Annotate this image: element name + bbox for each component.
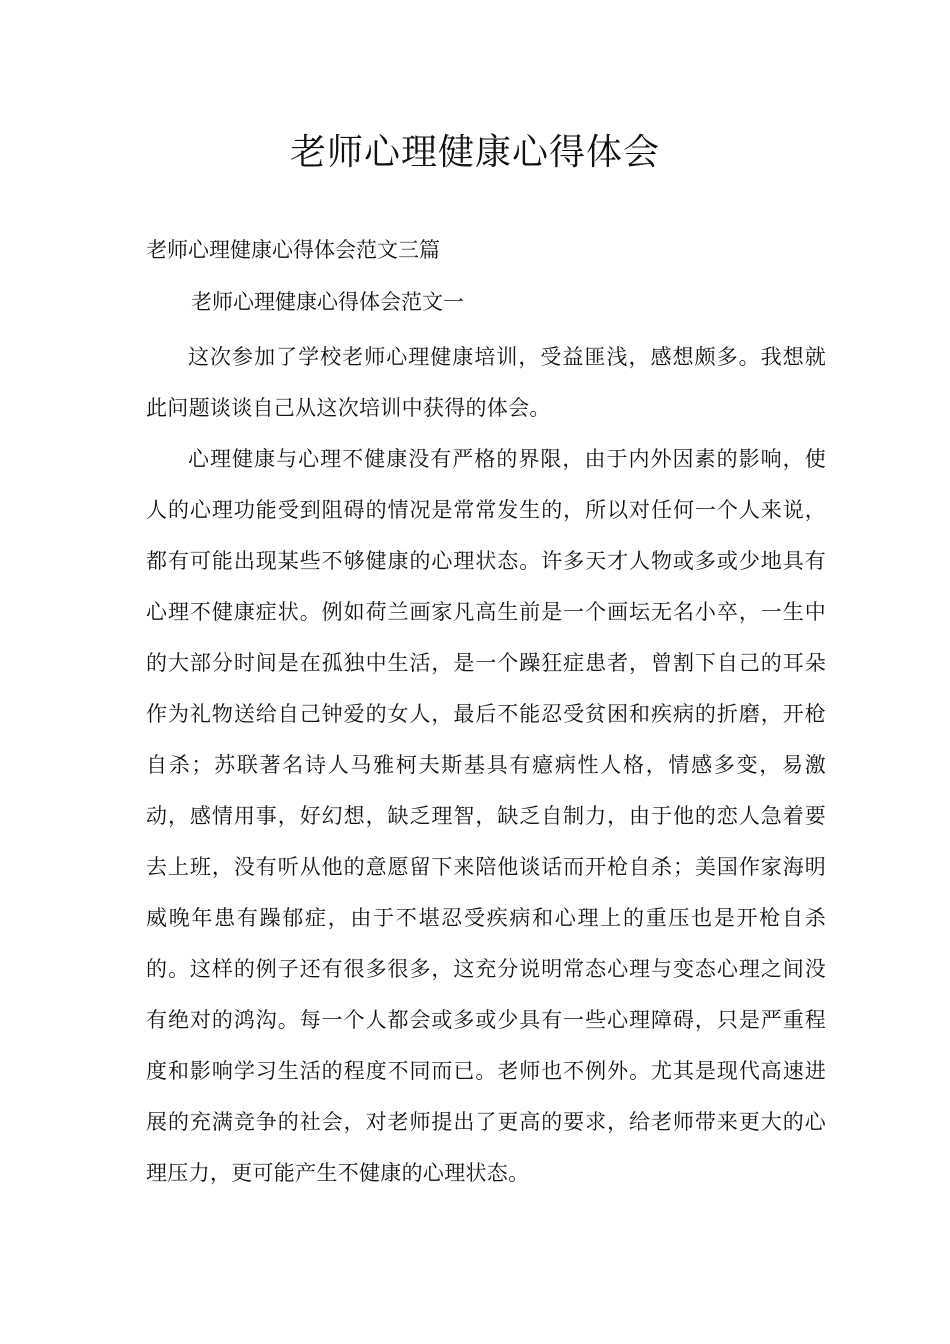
paragraph-2: 心理健康与心理不健康没有严格的界限，由于内外因素的影响，使人的心理功能受到阻碍的情况是常常发生的，所以对任何一个人来说，都有可能出现某些不够健康的心理状态。许多天才人物或多或少地具有心理不健康症状。例如荷兰画家凡高生前是一个画坛无名小卒，一生中的大部分时间是在孤独中生活，是一个躁狂症患者，曾割下自己的耳朵作为礼物送给自己钟爱的女人，最后不能忍受贫困和疾病的折磨，开枪自杀；苏联著名诗人马雅柯夫斯基具有癔病性人格，情感多变，易激动，感情用事，好幻想，缺乏理智，缺乏自制力，由于他的恋人急着要去上班，没有听从他的意愿留下来陪他谈话而开枪自杀；美国作家海明威晚年患有躁郁症，由于不堪忍受疾病和心理上的重压也是开枪自杀的。这样的例子还有很多很多，这充分说明常态心理与变态心理之间没有绝对的鸿沟。每一个人都会或多或少具有一些心理障碍，只是严重程度和影响学习生活的程度不同而已。老师也不例外。尤其是现代高速进展的充满竞争的社会，对老师提出了更高的要求，给老师带来更大的心理压力，更可能产生不健康的心理状态。 <box>146 447 826 1185</box>
document-title: 老师心理健康心得体会 <box>289 132 660 173</box>
document-subtitle: 老师心理健康心得体会范文三篇 <box>146 238 440 262</box>
section-heading: 老师心理健康心得体会范文一 <box>191 290 464 314</box>
body-text <box>146 332 826 1199</box>
paragraph-1: 这次参加了学校老师心理健康培训，受益匪浅，感想颇多。我想就此问题谈谈自己从这次培训中获得的体会。 <box>146 345 826 420</box>
